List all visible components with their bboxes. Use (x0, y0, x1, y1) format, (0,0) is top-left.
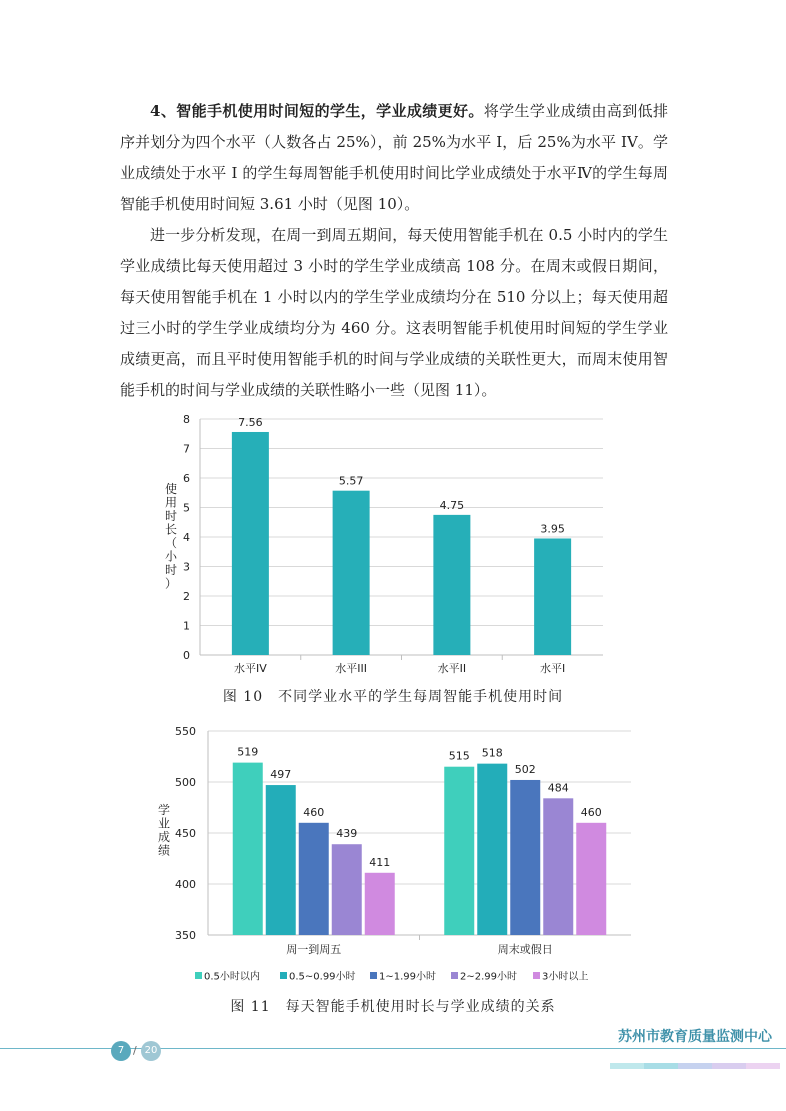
chart-11-bar (477, 764, 507, 935)
chart-11-legend-label: 0.5~0.99小时 (289, 971, 356, 983)
chart-11-y-tick: 400 (175, 878, 196, 891)
chart-11-bar (332, 844, 362, 935)
chart-11-legend-swatch (280, 972, 287, 979)
chart-11-data-label: 502 (514, 762, 536, 776)
chart-10-y-tick: 1 (183, 619, 190, 633)
page-separator: / (133, 1044, 137, 1057)
chart-11-bar (365, 873, 395, 935)
chart-11-bar (543, 798, 573, 935)
chart-10-data-label: 5.57 (338, 474, 364, 488)
figure-11 (0, 722, 786, 996)
chart-11-data-label: 519 (237, 745, 259, 759)
chart-10-y-tick: 5 (183, 501, 190, 515)
chart-11-x-tick: 周末或假日 (497, 943, 553, 956)
chart-11-legend-swatch (451, 972, 458, 979)
chart-11-x-tick: 周一到周五 (286, 943, 342, 956)
paragraph-2: 进一步分析发现，在周一到周五期间，每天使用智能手机在 0.5 小时内的学生学业成绩比每天使用超过 3 小时的学生学业成绩高 108 分。在周末或假日期间，每天使用智能手机在 1 小时以内的学生学业成绩均分在 510 分以上；每天使用超过三小时的学生学业成绩均分为 460 分。这表明智能手机使用时间短的学生学业成绩更高，而且平时使用智能手机的时间与学业成绩的关联性更大，而周末使用智能手机的时间与学业成绩的关联性略小一些（见图 11）。 (120, 226, 668, 399)
chart-11-data-label: 515 (448, 749, 470, 763)
figure-10-caption: 图 10 不同学业水平的学生每周智能手机使用时间 (222, 689, 564, 705)
chart-11-legend-label: 2~2.99小时 (460, 971, 518, 983)
page-number-badge: 7 (111, 1041, 131, 1061)
chart-11-y-axis-label: 学业成绩 (157, 803, 171, 858)
chart-11-svg (0, 722, 786, 992)
chart-10-y-tick: 6 (183, 472, 190, 485)
chart-11-bar (444, 767, 474, 935)
chart-10-data-label: 3.95 (540, 522, 565, 536)
chart-11-bar (299, 823, 329, 935)
chart-10-x-tick: 水平II (437, 662, 467, 675)
paragraph-1-body: 将学生学业成绩由高到低排序并划分为四个水平（人数各占 25%），前 25%为水平 I，后 25%为水平 IV。学业成绩处于水平 I 的学生每周智能手机使用时间比学业成绩处于水平Ⅳ的学生每周智能手机使用时间短 3.61 小时（见图 10）。 (120, 102, 668, 213)
chart-11-data-label: 518 (481, 746, 503, 760)
chart-10-y-tick: 2 (183, 590, 190, 603)
chart-10-y-tick: 4 (183, 531, 190, 544)
chart-11-legend-swatch (370, 972, 377, 979)
footer-organization: 苏州市教育质量监测中心 (618, 1029, 772, 1045)
chart-11-y-tick: 350 (175, 929, 196, 942)
chart-10-bar (433, 515, 470, 655)
figure-11-caption: 图 11 每天智能手机使用时长与学业成绩的关系 (230, 999, 556, 1015)
chart-11-y-tick: 550 (175, 725, 196, 738)
chart-11-legend-swatch (195, 972, 202, 979)
figure-10 (0, 405, 786, 689)
chart-10-y-axis-label: 使用时长（小时） (164, 482, 178, 591)
chart-10-bar (232, 432, 269, 655)
chart-10-x-tick: 水平III (335, 662, 367, 675)
chart-11-legend-label: 1~1.99小时 (379, 971, 437, 983)
chart-10-y-tick: 7 (183, 442, 190, 456)
chart-10-x-tick: 水平I (540, 662, 566, 675)
chart-10-y-tick: 8 (183, 413, 190, 426)
chart-11-data-label: 497 (270, 768, 292, 782)
chart-10-data-label: 4.75 (439, 498, 465, 512)
paragraph-1-heading: 4、智能手机使用时间短的学生，学业成绩更好。 (150, 102, 484, 120)
chart-11-legend-label: 0.5小时以内 (204, 971, 260, 983)
chart-11-data-label: 460 (580, 805, 602, 819)
chart-11-legend-swatch (533, 972, 540, 979)
chart-10-svg (0, 405, 786, 685)
chart-11-bar (233, 763, 263, 935)
footer-color-bar (610, 1054, 780, 1060)
chart-10-y-tick: 0 (183, 649, 190, 662)
chart-11-legend-label: 3小时以上 (542, 971, 589, 983)
chart-11-data-label: 411 (369, 855, 391, 869)
chart-10-x-tick: 水平IV (233, 662, 267, 675)
chart-11-bar (576, 823, 606, 935)
chart-11-bar (266, 785, 296, 935)
chart-10-y-tick: 3 (183, 560, 190, 574)
chart-11-y-tick: 500 (175, 776, 196, 789)
chart-11-data-label: 484 (547, 781, 569, 795)
chart-10-data-label: 7.56 (238, 415, 263, 429)
chart-10-bar (333, 491, 370, 655)
chart-11-data-label: 460 (303, 805, 325, 819)
paragraph-1 (120, 96, 668, 220)
chart-11-bar (510, 780, 540, 935)
page-total-badge: 20 (141, 1041, 161, 1061)
chart-11-data-label: 439 (336, 827, 358, 841)
chart-10-bar (534, 538, 571, 655)
chart-11-y-tick: 450 (175, 827, 196, 840)
